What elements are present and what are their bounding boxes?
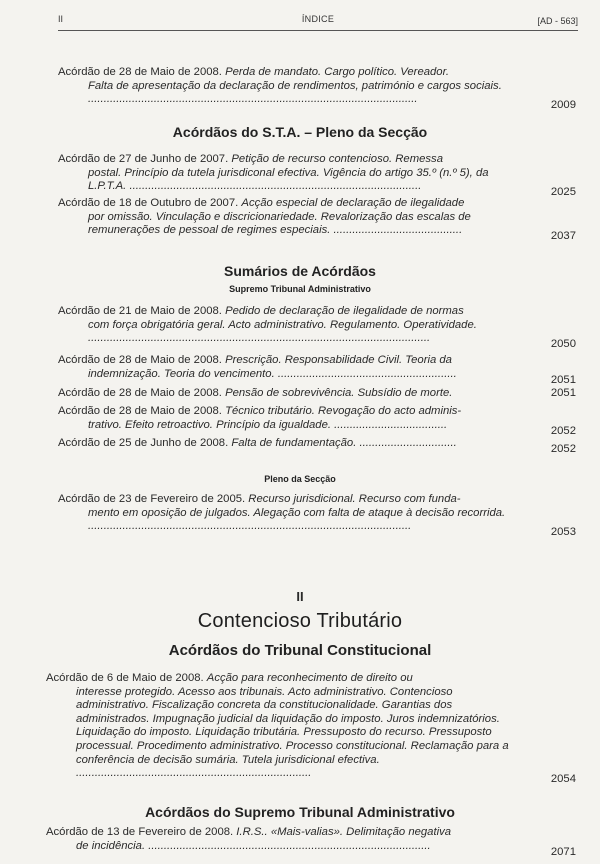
- header-rule: [58, 30, 578, 31]
- header-reference: [AD - 563]: [537, 16, 578, 26]
- index-entry: Acórdão de 28 de Maio de 2008. Perda de mandato. Cargo político. Vereador. Falta de apresentação da declaração de rendimentos, património e cargos sociais. ......................................................................................................... 2009: [58, 66, 576, 112]
- part-numeral: II: [296, 589, 304, 604]
- section-title: Sumários de Acórdãos: [224, 263, 376, 279]
- index-entry: Acórdão de 6 de Maio de 2008. Acção para reconhecimento de direito ou interesse protegido. Acesso aos tribunais. Acto administrativo. Contencioso administrativo. Fiscalização concreta da constitucionalidade. Garantias dos administrados. Impugnação judicial da liquidação do imposto. Juros indemnizatórios. Liquidação do imposto. Liquidação tributária. Pressuposto do recurso. Pressuposto processual. Procedimento administrativo. Processo constitucional. Reclamação para a conferência de decisão sumária. Tutela jurisdicional efectiva. ........................................................................... 2054: [46, 672, 576, 786]
- entry-page: 2052: [550, 424, 576, 437]
- entry-page: 2025: [550, 186, 576, 199]
- entry-page: 2052: [550, 443, 576, 455]
- section-title: Acórdãos do Tribunal Constitucional: [168, 642, 432, 659]
- entry-page: 2054: [550, 773, 576, 786]
- index-entry: Acórdão de 13 de Fevereiro de 2008. I.R.S.. «Mais-valias». Delimitação negativa de incidência. .......................................................................................... 2071: [46, 826, 576, 858]
- header-volume: II: [58, 14, 64, 24]
- index-entry: Acórdão de 28 de Maio de 2008. Técnico tributário. Revogação do acto adminis- trativo. Efeito retroactivo. Princípio da igualdade. .................................... 2052: [58, 405, 576, 437]
- index-entry: Acórdão de 18 de Outubro de 2007. Acção especial de declaração de ilegalidade por omissão. Vinculação e discricionariedade. Revalorização das escalas de remunerações de pessoal de regimes especiais. ......................................... 2037: [58, 197, 576, 243]
- part-title: Contencioso Tributário: [197, 610, 403, 632]
- section-subtitle: Supremo Tribunal Administrativo: [229, 284, 371, 294]
- entry-page: 2053: [550, 526, 576, 539]
- index-entry: Acórdão de 27 de Junho de 2007. Petição de recurso contencioso. Remessa postal. Princípio da tutela jurisdiconal efectiva. Vigência do artigo 35.º (n.º 5), da L.P.T.A. ............................................................................................. 2025: [58, 153, 576, 199]
- entry-page: 2051: [550, 387, 576, 399]
- section-subtitle: Pleno da Secção: [264, 474, 336, 484]
- index-entry: Acórdão de 28 de Maio de 2008. Prescrição. Responsabilidade Civil. Teoria da indemnização. Teoria do vencimento. ......................................................... 2051: [58, 354, 576, 386]
- entry-page: 2071: [550, 845, 576, 858]
- entry-page: 2051: [550, 373, 576, 386]
- entry-page: 2037: [550, 230, 576, 243]
- index-entry: Acórdão de 28 de Maio de 2008. Pensão de sobrevivência. Subsídio de morte. 2051: [58, 387, 576, 399]
- entry-page: 2050: [550, 338, 576, 351]
- index-entry: Acórdão de 23 de Fevereiro de 2005. Recurso jurisdicional. Recurso com funda- mento em oposição de julgados. Alegação com falta de ataque à decisão recorrida. ....................................................................................................... 2053: [58, 493, 576, 539]
- entry-page: 2009: [550, 99, 576, 112]
- page-header: [58, 14, 578, 30]
- section-title: Acórdãos do S.T.A. – Pleno da Secção: [172, 124, 428, 140]
- section-title: Acórdãos do Supremo Tribunal Administrativo: [145, 804, 455, 820]
- index-entry: Acórdão de 21 de Maio de 2008. Pedido de declaração de ilegalidade de normas com força obrigatória geral. Acto administrativo. Regulamento. Operatividade. ............................................................................................................. 2050: [58, 305, 576, 351]
- index-entry: Acórdão de 25 de Junho de 2008. Falta de fundamentação. ............................... 2052: [58, 437, 576, 455]
- header-title: ÍNDICE: [301, 14, 335, 24]
